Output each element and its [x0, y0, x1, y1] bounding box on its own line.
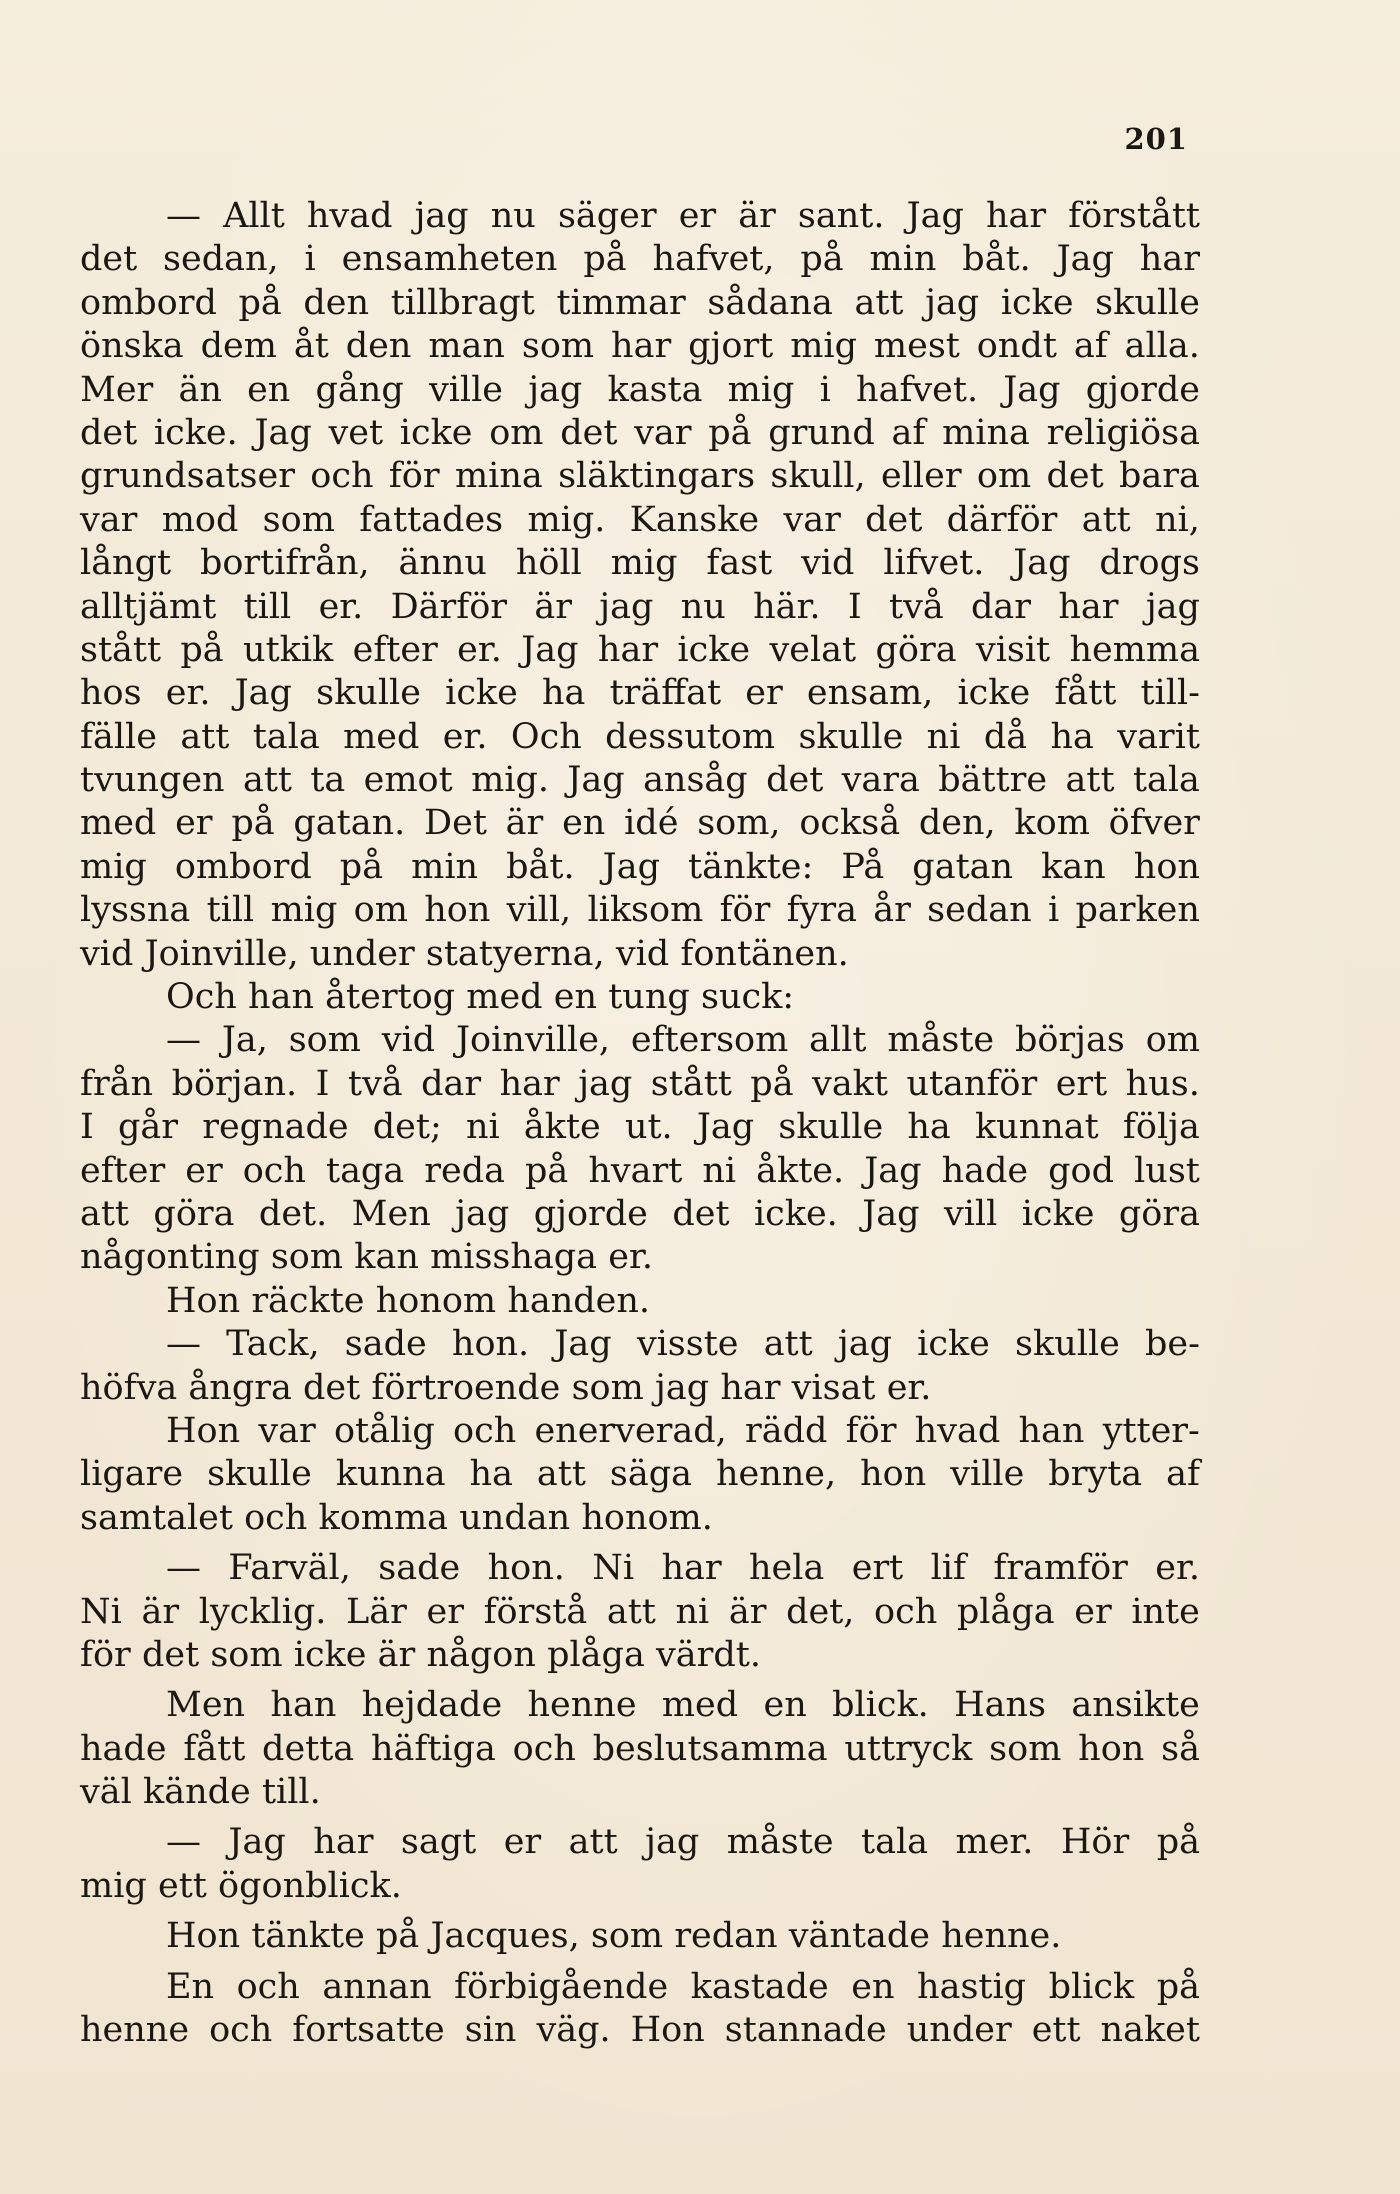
- text-line: ligare skulle kunna ha att säga henne, hon ville bryta af: [80, 1454, 1200, 1495]
- paragraph-gap: [80, 1814, 1200, 1821]
- text-line: I går regnade det; ni åkte ut. Jag skulle ha kunnat följa: [80, 1107, 1200, 1148]
- text-line: Ni är lycklig. Lär er förstå att ni är det, och plåga er inte: [80, 1591, 1200, 1632]
- text-line: Hon räckte honom handen.: [166, 1280, 651, 1321]
- text-line: vid Joinville, under statyerna, vid fontänen.: [80, 933, 849, 974]
- text-line: hade fått detta häftiga och beslutsamma uttryck som hon så: [80, 1728, 1200, 1769]
- text-line: Och han återtog med en tung suck:: [166, 977, 795, 1018]
- text-line: mig ombord på min båt. Jag tänkte: På gatan kan hon: [80, 846, 1200, 887]
- text-line: det icke. Jag vet icke om det var på grund af mina religiösa: [80, 412, 1200, 453]
- text-line: — Ja, som vid Joinville, eftersom allt måste börjas om: [166, 1020, 1200, 1061]
- text-line: att göra det. Men jag gjorde det icke. Jag vill icke göra: [80, 1193, 1200, 1234]
- text-line: någonting som kan misshaga er.: [80, 1237, 653, 1278]
- text-line: höfva ångra det förtroende som jag har visat er.: [80, 1367, 932, 1408]
- text-line: stått på utkik efter er. Jag har icke velat göra visit hemma: [80, 629, 1200, 670]
- text-line: det sedan, i ensamheten på hafvet, på min båt. Jag har: [80, 239, 1200, 280]
- text-line: från början. I två dar har jag stått på vakt utanför ert hus.: [80, 1063, 1200, 1104]
- text-line: tvungen att ta emot mig. Jag ansåg det vara bättre att tala: [80, 760, 1200, 801]
- paragraph-gap: [80, 1540, 1200, 1547]
- text-line: — Jag har sagt er att jag måste tala mer. Hör på: [166, 1822, 1200, 1863]
- text-line: ombord på den tillbragt timmar sådana att jag icke skulle: [80, 282, 1200, 323]
- text-line: Hon tänkte på Jacques, som redan väntade henne.: [166, 1916, 1062, 1957]
- text-line: alltjämt till er. Därför är jag nu här. I två dar har jag: [80, 586, 1200, 627]
- text-line: för det som icke är någon plåga värdt.: [80, 1634, 761, 1675]
- text-line: Hon var otålig och enerverad, rädd för hvad han ytter-: [166, 1410, 1200, 1451]
- text-line: — Allt hvad jag nu säger er är sant. Jag har förstått: [166, 196, 1200, 236]
- text-line: En och annan förbigående kastade en hastig blick på: [166, 1966, 1200, 2007]
- text-line: långt bortifrån, ännu höll mig fast vid lifvet. Jag drogs: [80, 543, 1200, 584]
- text-line: mig ett ögonblick.: [80, 1865, 402, 1906]
- text-line: lyssna till mig om hon vill, liksom för fyra år sedan i parken: [80, 890, 1200, 931]
- paragraph-gap: [80, 1959, 1200, 1966]
- text-line: — Tack, sade hon. Jag visste att jag icke skulle be-: [166, 1324, 1200, 1365]
- text-line: henne och fortsatte sin väg. Hon stannade under ett naket: [80, 2010, 1200, 2051]
- text-line: — Farväl, sade hon. Ni har hela ert lif framför er.: [166, 1548, 1200, 1589]
- text-line: med er på gatan. Det är en idé som, också den, kom öfver: [80, 803, 1200, 844]
- text-line: hos er. Jag skulle icke ha träffat er ensam, icke fått till-: [80, 673, 1200, 714]
- body-text: [80, 195, 1200, 2052]
- text-line: önska dem åt den man som har gjort mig mest ondt af alla.: [80, 326, 1200, 367]
- text-line: samtalet och komma undan honom.: [80, 1497, 713, 1538]
- paragraph-gap: [80, 1908, 1200, 1915]
- text-line: efter er och taga reda på hvart ni åkte. Jag hade god lust: [80, 1150, 1200, 1191]
- text-line: Mer än en gång ville jag kasta mig i hafvet. Jag gjorde: [80, 369, 1200, 410]
- text-line: Men han hejdade henne med en blick. Hans ansikte: [166, 1685, 1200, 1726]
- text-line: grundsatser och för mina släktingars skull, eller om det bara: [80, 456, 1200, 497]
- paragraph-gap: [80, 1677, 1200, 1684]
- text-line: väl kände till.: [80, 1772, 321, 1813]
- text-line: fälle att tala med er. Och dessutom skulle ni då ha varit: [80, 716, 1200, 757]
- text-line: var mod som fattades mig. Kanske var det därför att ni,: [80, 499, 1200, 540]
- page-number: 201: [1124, 122, 1188, 156]
